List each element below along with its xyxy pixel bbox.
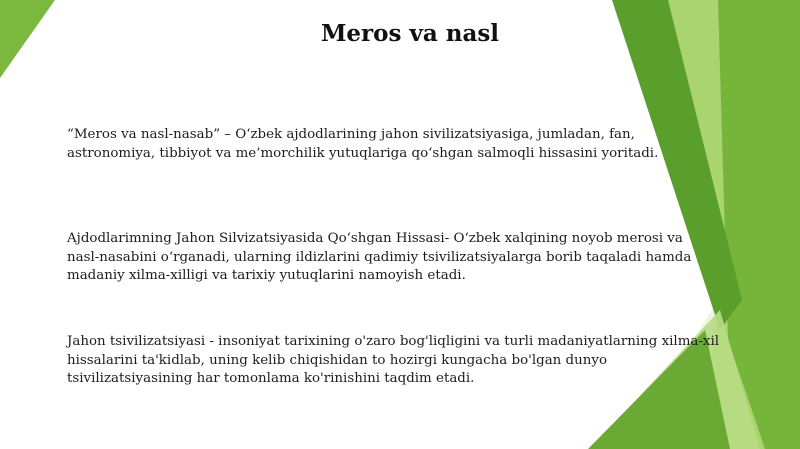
paragraph-meros-nasl: “Meros va nasl-nasab” – O‘zbek ajdodlarining jahon sivilizatsiyasiga, jumladan, fan, astronomiya, tibbiyot va me’morchilik yutuqlariga qo‘shgan salmoqli hissasini yoritadi. — [67, 127, 659, 161]
paragraph-jahon-tsivilizatsiyasi: Jahon tsivilizatsiyasi - insoniyat tarixining o'zaro bog'liqligini va turli madaniyatlarning xilma-xil hissalarini ta'kidlab, uning kelib chiqishidan to hozirgi kungacha bo'lgan dunyo tsivilizatsiyasining har tomonlama ko'rinishini taqdim etadi. — [67, 334, 720, 386]
left-green-shape — [0, 0, 55, 78]
paragraph-ajdodlar-hissasi: Ajdodlarimning Jahon Silvizatsiyasida Qo‘shgan Hissasi- O‘zbek xalqining noyob merosi va nasl-nasabini o‘rganadi, ularning ildizlarini qadimiy tsivilizatsiyalarga borib taqaladi hamda madaniy xilma-xilligi va tarixiy yutuqlarini namoyish etadi. — [67, 231, 692, 283]
slide-title: Meros va nasl — [320, 20, 500, 47]
